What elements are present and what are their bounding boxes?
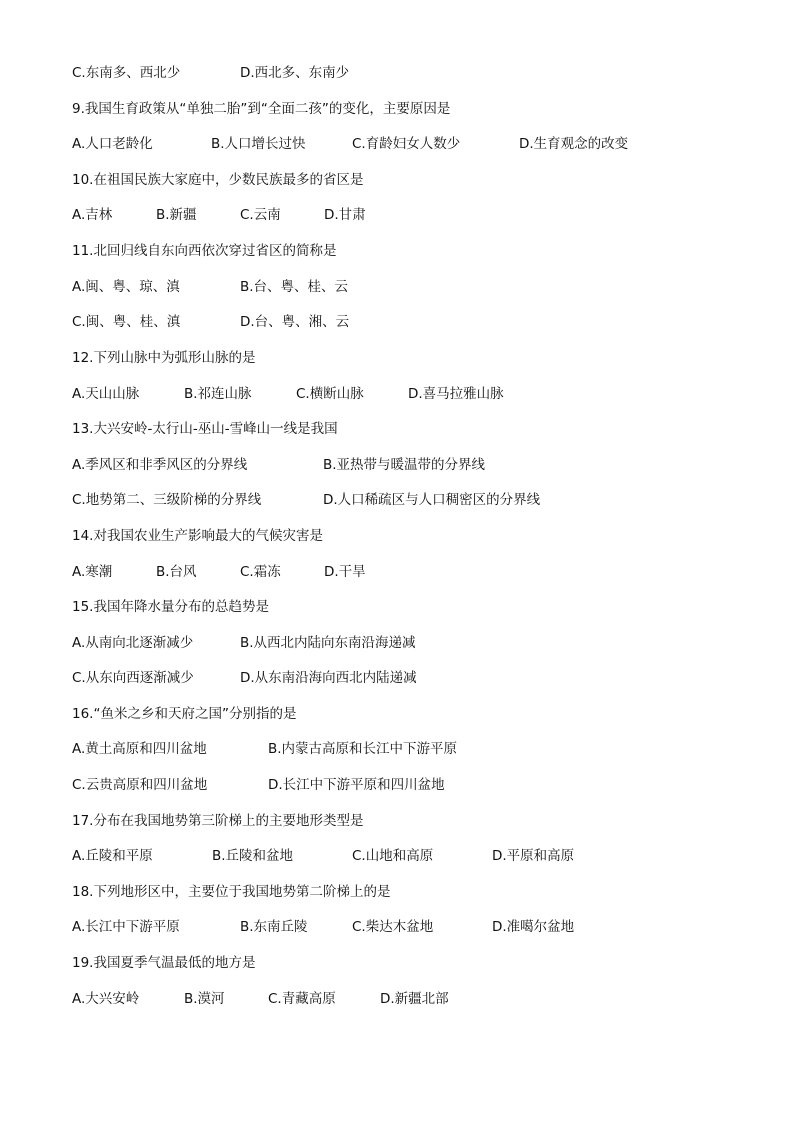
q16-option-c: C.云贵高原和四川盆地 bbox=[72, 777, 208, 793]
q13-option-d: D.人口稀疏区与人口稠密区的分界线 bbox=[323, 492, 541, 508]
q10-stem: 10.在祖国民族大家庭中，少数民族最多的省区是 bbox=[72, 172, 364, 188]
q18-option-d: D.准噶尔盆地 bbox=[492, 919, 575, 935]
q15-option-a: A.从南向北逐渐减少 bbox=[72, 635, 194, 651]
q19-stem: 19.我国夏季气温最低的地方是 bbox=[72, 955, 256, 971]
q11-stem: 11.北回归线自东向西依次穿过省区的简称是 bbox=[72, 243, 337, 259]
q12-option-a: A.天山山脉 bbox=[72, 386, 140, 402]
q8-option-c: C.东南多、西北少 bbox=[72, 65, 181, 81]
q18-option-c: C.柴达木盆地 bbox=[352, 919, 434, 935]
q14-option-c: C.霜冻 bbox=[240, 564, 281, 580]
q16-option-d: D.长江中下游平原和四川盆地 bbox=[268, 777, 445, 793]
q14-stem: 14.对我国农业生产影响最大的气候灾害是 bbox=[72, 528, 323, 544]
q17-stem: 17.分布在我国地势第三阶梯上的主要地形类型是 bbox=[72, 813, 364, 829]
q17-option-a: A.丘陵和平原 bbox=[72, 848, 153, 864]
q19-option-d: D.新疆北部 bbox=[380, 991, 449, 1007]
q15-option-c: C.从东向西逐渐减少 bbox=[72, 670, 194, 686]
q16-stem: 16.“鱼米之乡和天府之国”分别指的是 bbox=[72, 706, 297, 722]
q9-stem: 9.我国生育政策从“单独二胎”到“全面二孩”的变化，主要原因是 bbox=[72, 101, 451, 117]
q18-option-b: B.东南丘陵 bbox=[240, 919, 308, 935]
q13-option-a: A.季风区和非季风区的分界线 bbox=[72, 457, 248, 473]
q8-option-d: D.西北多、东南少 bbox=[240, 65, 350, 81]
q16-option-b: B.内蒙古高原和长江中下游平原 bbox=[268, 741, 458, 757]
q15-option-b: B.从西北内陆向东南沿海递减 bbox=[240, 635, 416, 651]
q12-option-d: D.喜马拉雅山脉 bbox=[408, 386, 504, 402]
q18-option-a: A.长江中下游平原 bbox=[72, 919, 180, 935]
q13-option-b: B.亚热带与暖温带的分界线 bbox=[323, 457, 486, 473]
q10-option-c: C.云南 bbox=[240, 207, 281, 223]
q19-option-b: B.漠河 bbox=[184, 991, 225, 1007]
q14-option-a: A.寒潮 bbox=[72, 564, 113, 580]
q10-option-b: B.新疆 bbox=[156, 207, 197, 223]
q14-option-b: B.台风 bbox=[156, 564, 197, 580]
q12-stem: 12.下列山脉中为弧形山脉的是 bbox=[72, 350, 256, 366]
q10-option-d: D.甘肃 bbox=[324, 207, 366, 223]
q19-option-c: C.青藏高原 bbox=[268, 991, 336, 1007]
q15-option-d: D.从东南沿海向西北内陆递减 bbox=[240, 670, 417, 686]
q12-option-c: C.横断山脉 bbox=[296, 386, 364, 402]
q9-option-d: D.生育观念的改变 bbox=[519, 136, 629, 152]
q10-option-a: A.吉林 bbox=[72, 207, 113, 223]
q11-option-a: A.闽、粤、琼、滇 bbox=[72, 279, 180, 295]
q9-option-c: C.育龄妇女人数少 bbox=[352, 136, 461, 152]
q11-option-b: B.台、粤、桂、云 bbox=[240, 279, 349, 295]
q13-option-c: C.地势第二、三级阶梯的分界线 bbox=[72, 492, 262, 508]
q14-option-d: D.干旱 bbox=[324, 564, 366, 580]
q19-option-a: A.大兴安岭 bbox=[72, 991, 140, 1007]
q11-option-c: C.闽、粤、桂、滇 bbox=[72, 314, 181, 330]
q17-option-c: C.山地和高原 bbox=[352, 848, 434, 864]
q11-option-d: D.台、粤、湘、云 bbox=[240, 314, 350, 330]
q12-option-b: B.祁连山脉 bbox=[184, 386, 252, 402]
q17-option-b: B.丘陵和盆地 bbox=[212, 848, 294, 864]
q18-stem: 18.下列地形区中，主要位于我国地势第二阶梯上的是 bbox=[72, 884, 391, 900]
q9-option-a: A.人口老龄化 bbox=[72, 136, 153, 152]
q15-stem: 15.我国年降水量分布的总趋势是 bbox=[72, 599, 269, 615]
q17-option-d: D.平原和高原 bbox=[492, 848, 575, 864]
q13-stem: 13.大兴安岭-太行山-巫山-雪峰山一线是我国 bbox=[72, 421, 338, 437]
q9-option-b: B.人口增长过快 bbox=[211, 136, 306, 152]
q16-option-a: A.黄土高原和四川盆地 bbox=[72, 741, 207, 757]
